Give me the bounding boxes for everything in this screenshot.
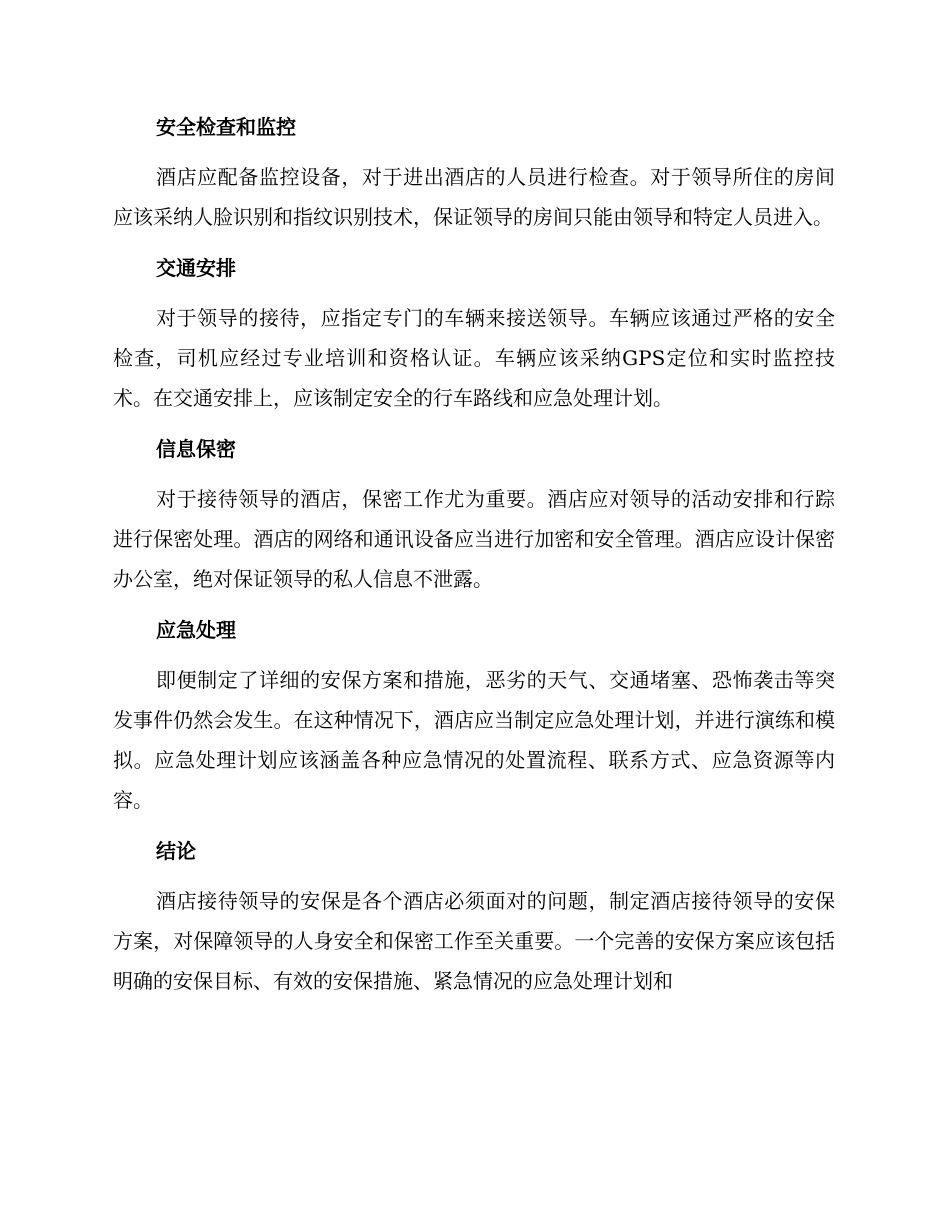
section-heading-transport: 交通安排: [156, 256, 236, 280]
section-body-emergency: 即便制定了详细的安保方案和措施，恶劣的天气、交通堵塞、恐怖袭击等突发事件仍然会发生。在这种情况下，酒店应当制定应急处理计划，并进行演练和模拟。应急处理计划应该涵盖各种应急情况的处置流程、联系方式、应急资源等内容。: [113, 668, 835, 812]
document-content: [113, 108, 835, 1013]
section-body-security-check: 酒店应配备监控设备，对于进出酒店的人员进行检查。对于领导所住的房间应该采纳人脸识别和指纹识别技术，保证领导的房间只能由领导和特定人员进入。: [113, 165, 835, 229]
section-heading-conclusion: 结论: [156, 839, 196, 863]
section-heading-confidentiality: 信息保密: [156, 437, 236, 461]
section-heading-security-check: 安全检查和监控: [156, 115, 296, 139]
section-body-conclusion: 酒店接待领导的安保是各个酒店必须面对的问题，制定酒店接待领导的安保方案，对保障领导的人身安全和保密工作至关重要。一个完善的安保方案应该包括明确的安保目标、有效的安保措施、紧急情况的应急处理计划和: [113, 889, 835, 993]
section-heading-emergency: 应急处理: [156, 618, 236, 642]
section-body-confidentiality: 对于接待领导的酒店，保密工作尤为重要。酒店应对领导的活动安排和行踪进行保密处理。酒店的网络和通讯设备应当进行加密和安全管理。酒店应设计保密办公室，绝对保证领导的私人信息不泄露。: [113, 487, 835, 591]
section-body-transport: 对于领导的接待，应指定专门的车辆来接送领导。车辆应该通过严格的安全检查，司机应经过专业培训和资格认证。车辆应该采纳GPS定位和实时监控技术。在交通安排上，应该制定安全的行车路线和应急处理计划。: [113, 306, 835, 410]
